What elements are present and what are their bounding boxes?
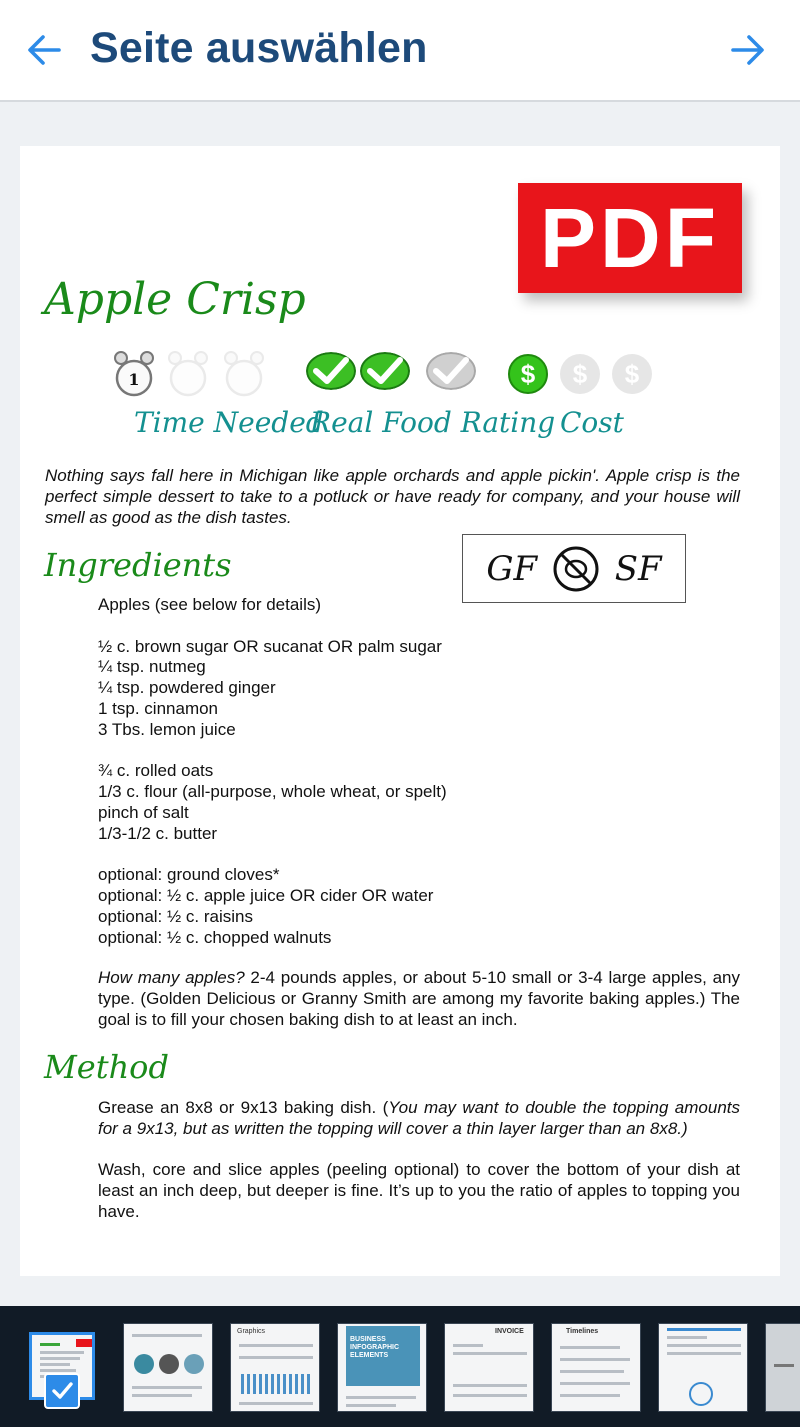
page-title: Seite auswählen xyxy=(90,24,428,72)
method-step-note: You may want to double the topping amounts for a 9x13, but as written the topping will cover a thin layer larger than an 8x8.) xyxy=(98,1098,740,1138)
ingredient-item: ¾ c. rolled oats xyxy=(98,761,214,781)
check-badge-icon xyxy=(360,352,410,390)
ingredient-gap xyxy=(98,741,748,762)
apples-note xyxy=(98,968,740,1030)
no-nuts-icon xyxy=(552,545,600,593)
document-preview-area[interactable] xyxy=(0,104,800,1284)
ingredient-item: ¼ tsp. nutmeg xyxy=(98,657,206,677)
page-thumbnail[interactable] xyxy=(765,1323,800,1412)
ingredient-item: ¼ tsp. powdered ginger xyxy=(98,678,276,698)
pdf-logo xyxy=(518,183,742,293)
ingredient-item: Apples (see below for details) xyxy=(98,595,322,614)
svg-text:1: 1 xyxy=(128,370,140,389)
alarm-clock-icon xyxy=(166,350,210,398)
ingredient-gap xyxy=(98,845,748,866)
rating-row xyxy=(20,344,780,444)
method-step: Wash, core and slice apples (peeling optional) to cover the bottom of your dish at least an inch deep, but deeper is fine. It’s up to you the ratio of apples to topping you have. xyxy=(98,1160,740,1221)
ingredient-item: pinch of salt xyxy=(98,802,189,822)
ingredients-heading: Ingredients xyxy=(44,546,232,584)
ingredient-item: optional: ½ c. raisins xyxy=(98,906,253,926)
diet-badges xyxy=(462,534,686,603)
page-thumbnail[interactable] xyxy=(230,1323,320,1412)
check-badge-icon xyxy=(306,352,356,390)
real-food-rating-label: Real Food Rating xyxy=(310,406,556,439)
thumbnail-label: INVOICE xyxy=(495,1328,524,1335)
method-step xyxy=(98,1098,740,1140)
pdf-logo-text: PDF xyxy=(540,190,720,285)
pdf-page-preview xyxy=(20,146,780,1276)
ingredient-item: ½ c. brown sugar OR sucanat OR palm sugar xyxy=(98,636,442,656)
cost-label: Cost xyxy=(560,406,624,439)
thumbnail-label: Graphics xyxy=(237,1328,266,1335)
method-steps xyxy=(98,1098,740,1244)
thumbnail-label: Timelines xyxy=(566,1328,599,1335)
sugar-free-badge: SF xyxy=(614,548,662,589)
alarm-clock-icon xyxy=(222,350,266,398)
ingredient-item: 1 tsp. cinnamon xyxy=(98,698,219,718)
recipe-title: Apple Crisp xyxy=(44,274,306,325)
checkmark-icon xyxy=(44,1373,80,1409)
ingredient-item: optional: ground cloves* xyxy=(98,865,280,885)
intro-paragraph: Nothing says fall here in Michigan like apple orchards and apple pickin'. Apple crisp is the perfect simple dessert to take to a potluck or have ready for company, and your house will smell as good as the dish tastes. xyxy=(45,466,740,527)
dollar-coin-icon: $ xyxy=(508,354,548,394)
arrow-left-icon xyxy=(26,32,62,68)
apples-note-text: 2-4 pounds apples, or about 5-10 small or 3-4 large apples, any type. (Golden Delicious or Granny Smith are among my favorite baking apples.) The goal is to fill your chosen baking dish to at least an inch. xyxy=(98,968,741,1029)
ingredient-item: 1/3 c. flour (all-purpose, whole wheat, or spelt) xyxy=(98,782,447,802)
ingredient-item: 3 Tbs. lemon juice xyxy=(98,719,236,739)
method-step-text: Grease an 8x8 or 9x13 baking dish. ( xyxy=(98,1098,389,1117)
ingredient-item: optional: ½ c. chopped walnuts xyxy=(98,927,332,947)
page-thumbnail[interactable] xyxy=(551,1323,641,1412)
check-badge-icon xyxy=(426,352,476,390)
page-thumbnail-strip[interactable] xyxy=(0,1306,800,1427)
thumbnail-label: BUSINESS INFOGRAPHIC ELEMENTS xyxy=(350,1336,399,1359)
ingredient-gap xyxy=(98,616,748,637)
next-button[interactable] xyxy=(724,26,772,74)
ingredient-item: 1/3-1/2 c. butter xyxy=(98,823,218,843)
alarm-clock-icon xyxy=(112,350,156,398)
top-app-bar xyxy=(0,0,800,102)
apples-note-question: How many apples? xyxy=(98,968,245,987)
ingredient-list xyxy=(98,595,748,949)
gluten-free-badge: GF xyxy=(486,548,538,589)
page-thumbnail[interactable] xyxy=(658,1323,748,1412)
page-thumbnail[interactable] xyxy=(123,1323,213,1412)
dollar-coin-icon: $ xyxy=(560,354,600,394)
dollar-coin-icon: $ xyxy=(612,354,652,394)
ingredient-item: optional: ½ c. apple juice OR cider OR water xyxy=(98,886,434,906)
method-heading: Method xyxy=(44,1048,169,1086)
arrow-right-icon xyxy=(730,32,766,68)
time-needed-label: Time Needed xyxy=(134,406,324,439)
back-button[interactable] xyxy=(20,26,68,74)
page-thumbnail[interactable] xyxy=(337,1323,427,1412)
page-thumbnail[interactable] xyxy=(444,1323,534,1412)
